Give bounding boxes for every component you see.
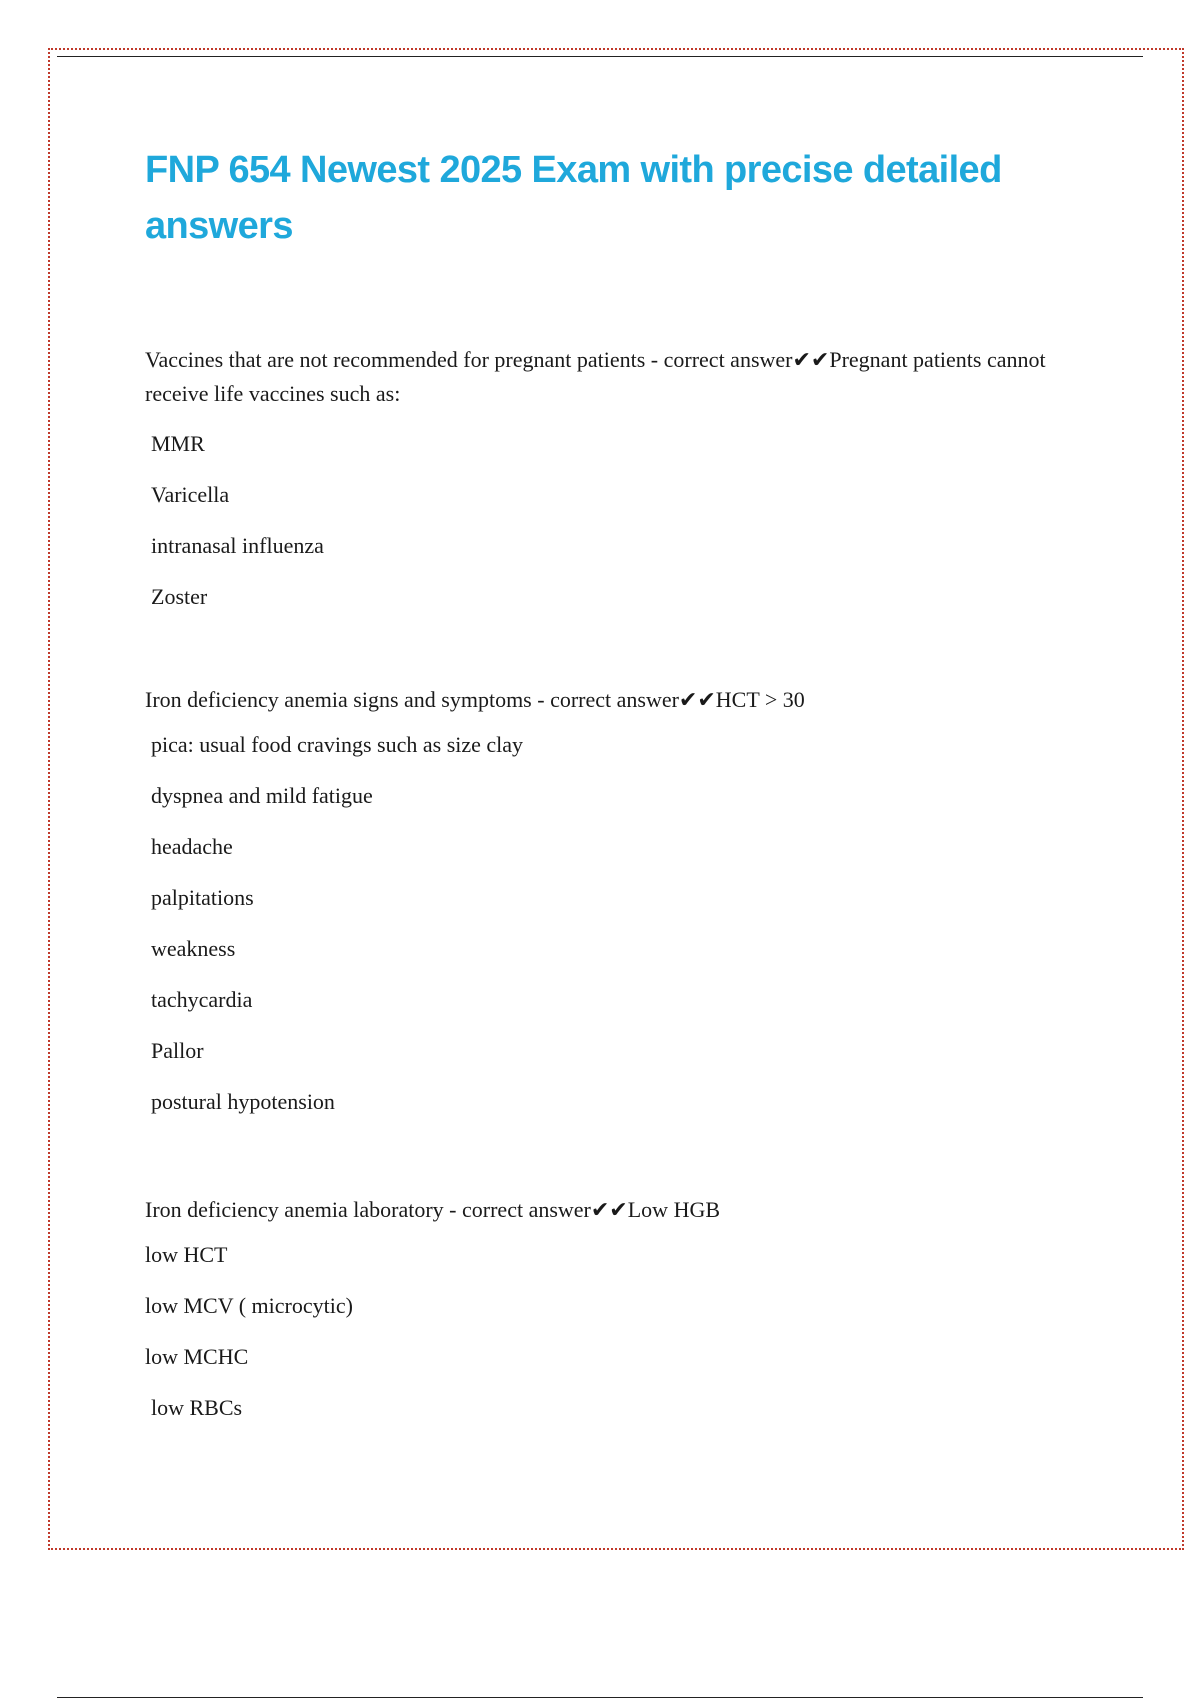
- answer-item: low MCHC: [145, 1344, 249, 1369]
- top-rule: [57, 56, 1143, 57]
- question-block-vaccines: [145, 343, 1065, 622]
- answer-item: low MCV ( microcytic): [145, 1293, 353, 1318]
- answer-item: tachycardia: [151, 987, 253, 1012]
- answer-item: weakness: [151, 936, 236, 961]
- answer-item: low RBCs: [151, 1395, 243, 1420]
- question-block-anemia-laboratory: [145, 1194, 1065, 1433]
- bottom-rule: [57, 1697, 1143, 1698]
- answer-item: Varicella: [151, 482, 230, 507]
- answer-list: [145, 418, 1065, 622]
- answer-item: dyspnea and mild fatigue: [151, 783, 373, 808]
- answer-list: [145, 719, 1065, 1127]
- answer-list: [145, 1229, 1065, 1433]
- document-title: FNP 654 Newest 2025 Exam with precise detailed answers: [145, 149, 1002, 247]
- answer-item: MMR: [151, 431, 205, 456]
- question-text: Iron deficiency anemia laboratory - correct answer✔✔Low HGB: [145, 1197, 721, 1222]
- question-text: Vaccines that are not recommended for pregnant patients - correct answer✔✔Pregnant patients cannot receive life vaccines such as:: [145, 347, 1046, 406]
- answer-item: headache: [151, 834, 233, 859]
- question-block-anemia-symptoms: [145, 684, 1065, 1127]
- answer-item: pica: usual food cravings such as size clay: [151, 732, 524, 757]
- answer-item: low HCT: [145, 1242, 228, 1267]
- answer-item: intranasal influenza: [151, 533, 324, 558]
- answer-item: Pallor: [151, 1038, 204, 1063]
- answer-item: palpitations: [151, 885, 254, 910]
- answer-item: postural hypotension: [151, 1089, 335, 1114]
- answer-item: Zoster: [151, 584, 208, 609]
- question-text: Iron deficiency anemia signs and symptoms - correct answer✔✔HCT > 30: [145, 687, 805, 712]
